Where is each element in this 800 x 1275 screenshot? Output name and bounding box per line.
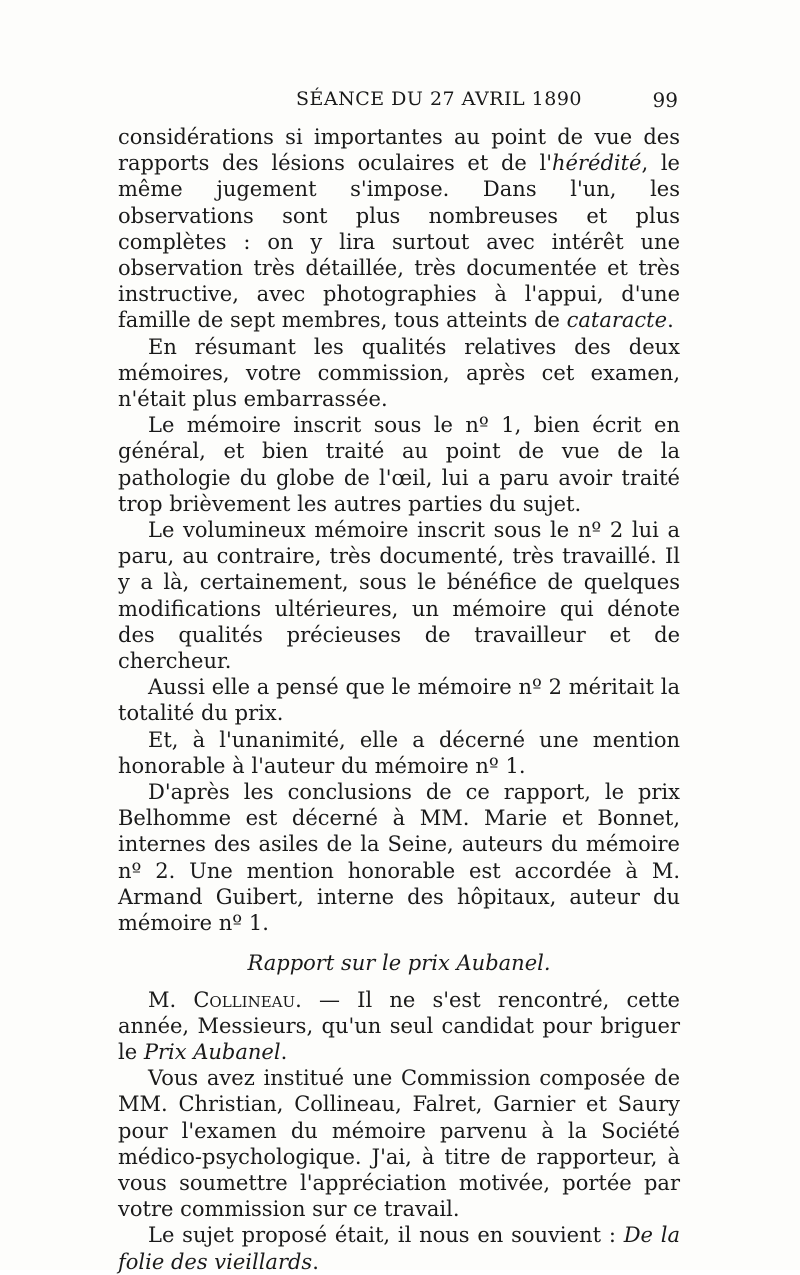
paragraph-commission: Vous avez institué une Commission composée de MM. Christian, Collineau, Falret, Garnier et Saury pour l'examen du mémoire parvenu à la Société médico-psychologique. J'ai, à titre de rapporteur, à vous soumettre l'appréciation motivée, portée par votre commission sur ce travail. — [118, 1066, 680, 1222]
paragraph-continuation — [118, 124, 680, 334]
page-number: 99 — [652, 88, 678, 112]
text-run: — Il ne s'est rencontré, cette année, Messieurs, qu'un seul candidat pour briguer le — [118, 987, 680, 1064]
italic-term-cataracte: cataracte — [566, 308, 668, 333]
text-run: . — [312, 1249, 319, 1274]
text-run: Le sujet proposé était, il nous en souvient : — [148, 1223, 624, 1248]
paragraph-conclusions: D'après les conclusions de ce rapport, le prix Belhomme est décerné à MM. Marie et Bonnet, internes des asiles de la Seine, auteurs du mémoire nº 2. Une mention honorable est accordée à M. Armand Guibert, interne des hôpitaux, auteur du mémoire nº 1. — [118, 780, 680, 936]
paragraph-subject — [118, 1222, 680, 1274]
paragraph-prize-decision: Aussi elle a pensé que le mémoire nº 2 méritait la totalité du prix. — [118, 675, 680, 726]
paragraph-summary: En résumant les qualités relatives des deux mémoires, votre commission, après cet examen, n'était plus embarrassée. — [118, 334, 680, 412]
text-run: , le même jugement s'impose. Dans l'un, les observations sont plus nombreuses et plus complètes : on y lira surtout avec intérêt une observation très détaillée, très documentée et très instructive, avec photographies à l'appui, d'une famille de sept membres, tous atteints de — [118, 151, 680, 333]
body-text — [118, 124, 680, 1275]
text-run: considérations si importantes au point de vue des rapports des lésions oculaires et de l' — [118, 125, 680, 176]
paragraph-collineau — [118, 987, 680, 1066]
italic-prize-name: Prix Aubanel — [143, 1039, 281, 1064]
paragraph-memoire-2: Le volumineux mémoire inscrit sous le nº 2 lui a paru, au contraire, très documenté, très travaillé. Il y a là, certainement, sous le bénéfice de quelques modifications ultérieures, un mémoire qui dénote des qualités précieuses de travailleur et de chercheur. — [118, 518, 680, 674]
italic-subject-title: De la folie des vieillards — [118, 1223, 680, 1274]
paragraph-memoire-1: Le mémoire inscrit sous le nº 1, bien écrit en général, et bien traité au point de vue de la pathologie du globe de l'œil, lui a paru avoir traité trop brièvement les autres parties du sujet. — [118, 413, 680, 516]
running-head-title: SÉANCE DU 27 AVRIL 1890 — [296, 88, 582, 110]
section-heading: Rapport sur le prix Aubanel. — [247, 951, 551, 976]
speaker-name: M. Collineau. — [148, 987, 302, 1012]
paragraph-honorable-mention: Et, à l'unanimité, elle a décerné une mention honorable à l'auteur du mémoire nº 1. — [118, 727, 680, 778]
text-run: . — [667, 308, 674, 333]
text-run: . — [280, 1039, 288, 1064]
running-head — [118, 88, 678, 118]
italic-term-heredite: hérédité — [552, 151, 642, 176]
